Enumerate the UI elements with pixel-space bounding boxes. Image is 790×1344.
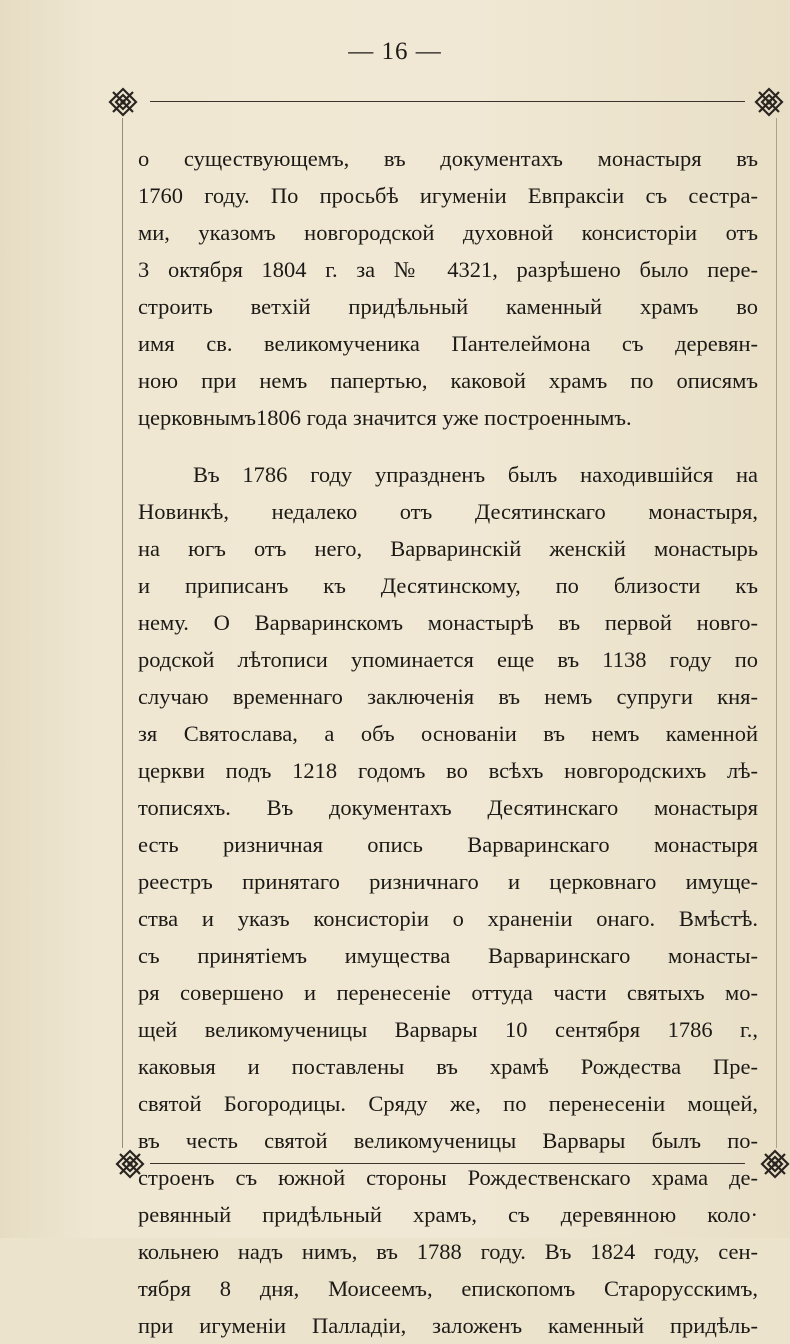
text-line: съ принятіемъ имущества Варваринскаго монасты- bbox=[138, 943, 758, 968]
paragraph-2 bbox=[138, 456, 758, 1344]
text-line: имя св. великомученика Пантелеймона съ деревян- bbox=[138, 331, 758, 356]
text-line: тября 8 дня, Моисеемъ, епископомъ Старорусскимъ, bbox=[138, 1276, 758, 1301]
top-rule bbox=[150, 101, 745, 102]
text-line: строенъ съ южной стороны Рождественскаго храма де- bbox=[138, 1165, 758, 1190]
text-line: Новинкѣ, недалеко отъ Десятинскаго монастыря, bbox=[138, 499, 758, 524]
text-line: и приписанъ къ Десятинскому, по близости къ bbox=[138, 573, 758, 598]
right-border-line bbox=[776, 118, 777, 1148]
text-line: на югъ отъ него, Варваринскій женскій монастырь bbox=[138, 536, 758, 561]
ornament-bottom-right-icon bbox=[760, 1149, 790, 1179]
text-line: родской лѣтописи упоминается еще въ 1138 году по bbox=[138, 647, 758, 672]
text-line: церкви подъ 1218 годомъ во всѣхъ новгородскихъ лѣ- bbox=[138, 758, 758, 783]
text-line: тописяхъ. Въ документахъ Десятинскаго монастыря bbox=[138, 795, 758, 820]
text-line: каковыя и поставлены въ храмѣ Рождества Пре- bbox=[138, 1054, 758, 1079]
text-line: кольнею надъ нимъ, въ 1788 году. Въ 1824 году, сен- bbox=[138, 1239, 758, 1264]
page-number: — 16 — bbox=[348, 38, 442, 65]
text-line: зя Святослава, а объ основаніи въ немъ каменной bbox=[138, 721, 758, 746]
ornament-top-left-icon bbox=[108, 87, 138, 117]
text-line: 1760 году. По просьбѣ игуменіи Евпраксіи съ сестра- bbox=[138, 183, 758, 208]
body-text bbox=[138, 140, 758, 1344]
text-line: реестръ принятаго ризничнаго и церковнаго имуще- bbox=[138, 869, 758, 894]
left-border-line bbox=[122, 118, 123, 1148]
ornament-top-right-icon bbox=[754, 87, 784, 117]
text-line: церковнымъ1806 года значится уже построеннымъ. bbox=[138, 405, 632, 430]
text-line: нему. О Варваринскомъ монастырѣ въ первой новго- bbox=[138, 610, 758, 635]
text-line: есть ризничная опись Варваринскаго монастыря bbox=[138, 832, 758, 857]
text-line: щей великомученицы Варвары 10 сентября 1786 г., bbox=[138, 1017, 758, 1042]
text-line: при игуменіи Палладіи, заложенъ каменный придѣль- bbox=[138, 1313, 758, 1338]
text-line: 3 октября 1804 г. за № 4321, разрѣшено было пере- bbox=[138, 257, 758, 282]
text-line: случаю временнаго заключенія въ немъ супруги кня- bbox=[138, 684, 758, 709]
text-line: святой Богородицы. Сряду же, по перенесеніи мощей, bbox=[138, 1091, 758, 1116]
text-line: ною при немъ папертью, каковой храмъ по описямъ bbox=[138, 368, 758, 393]
paragraph-1 bbox=[138, 140, 758, 436]
text-line: строить ветхій придѣльный каменный храмъ во bbox=[138, 294, 758, 319]
text-line: ства и указъ консисторіи о храненіи онаго. Вмѣстѣ. bbox=[138, 906, 758, 931]
text-line: ревянный придѣльный храмъ, съ деревянною коло· bbox=[138, 1202, 758, 1227]
text-line: въ честь святой великомученицы Варвары былъ по- bbox=[138, 1128, 758, 1153]
text-line: Въ 1786 году упраздненъ былъ находившійся на bbox=[193, 462, 758, 487]
text-line: ми, указомъ новгородской духовной консисторіи отъ bbox=[138, 220, 758, 245]
text-line: ря совершено и перенесеніе оттуда части святыхъ мо- bbox=[138, 980, 758, 1005]
text-line: о существующемъ, въ документахъ монастыря въ bbox=[138, 146, 758, 171]
